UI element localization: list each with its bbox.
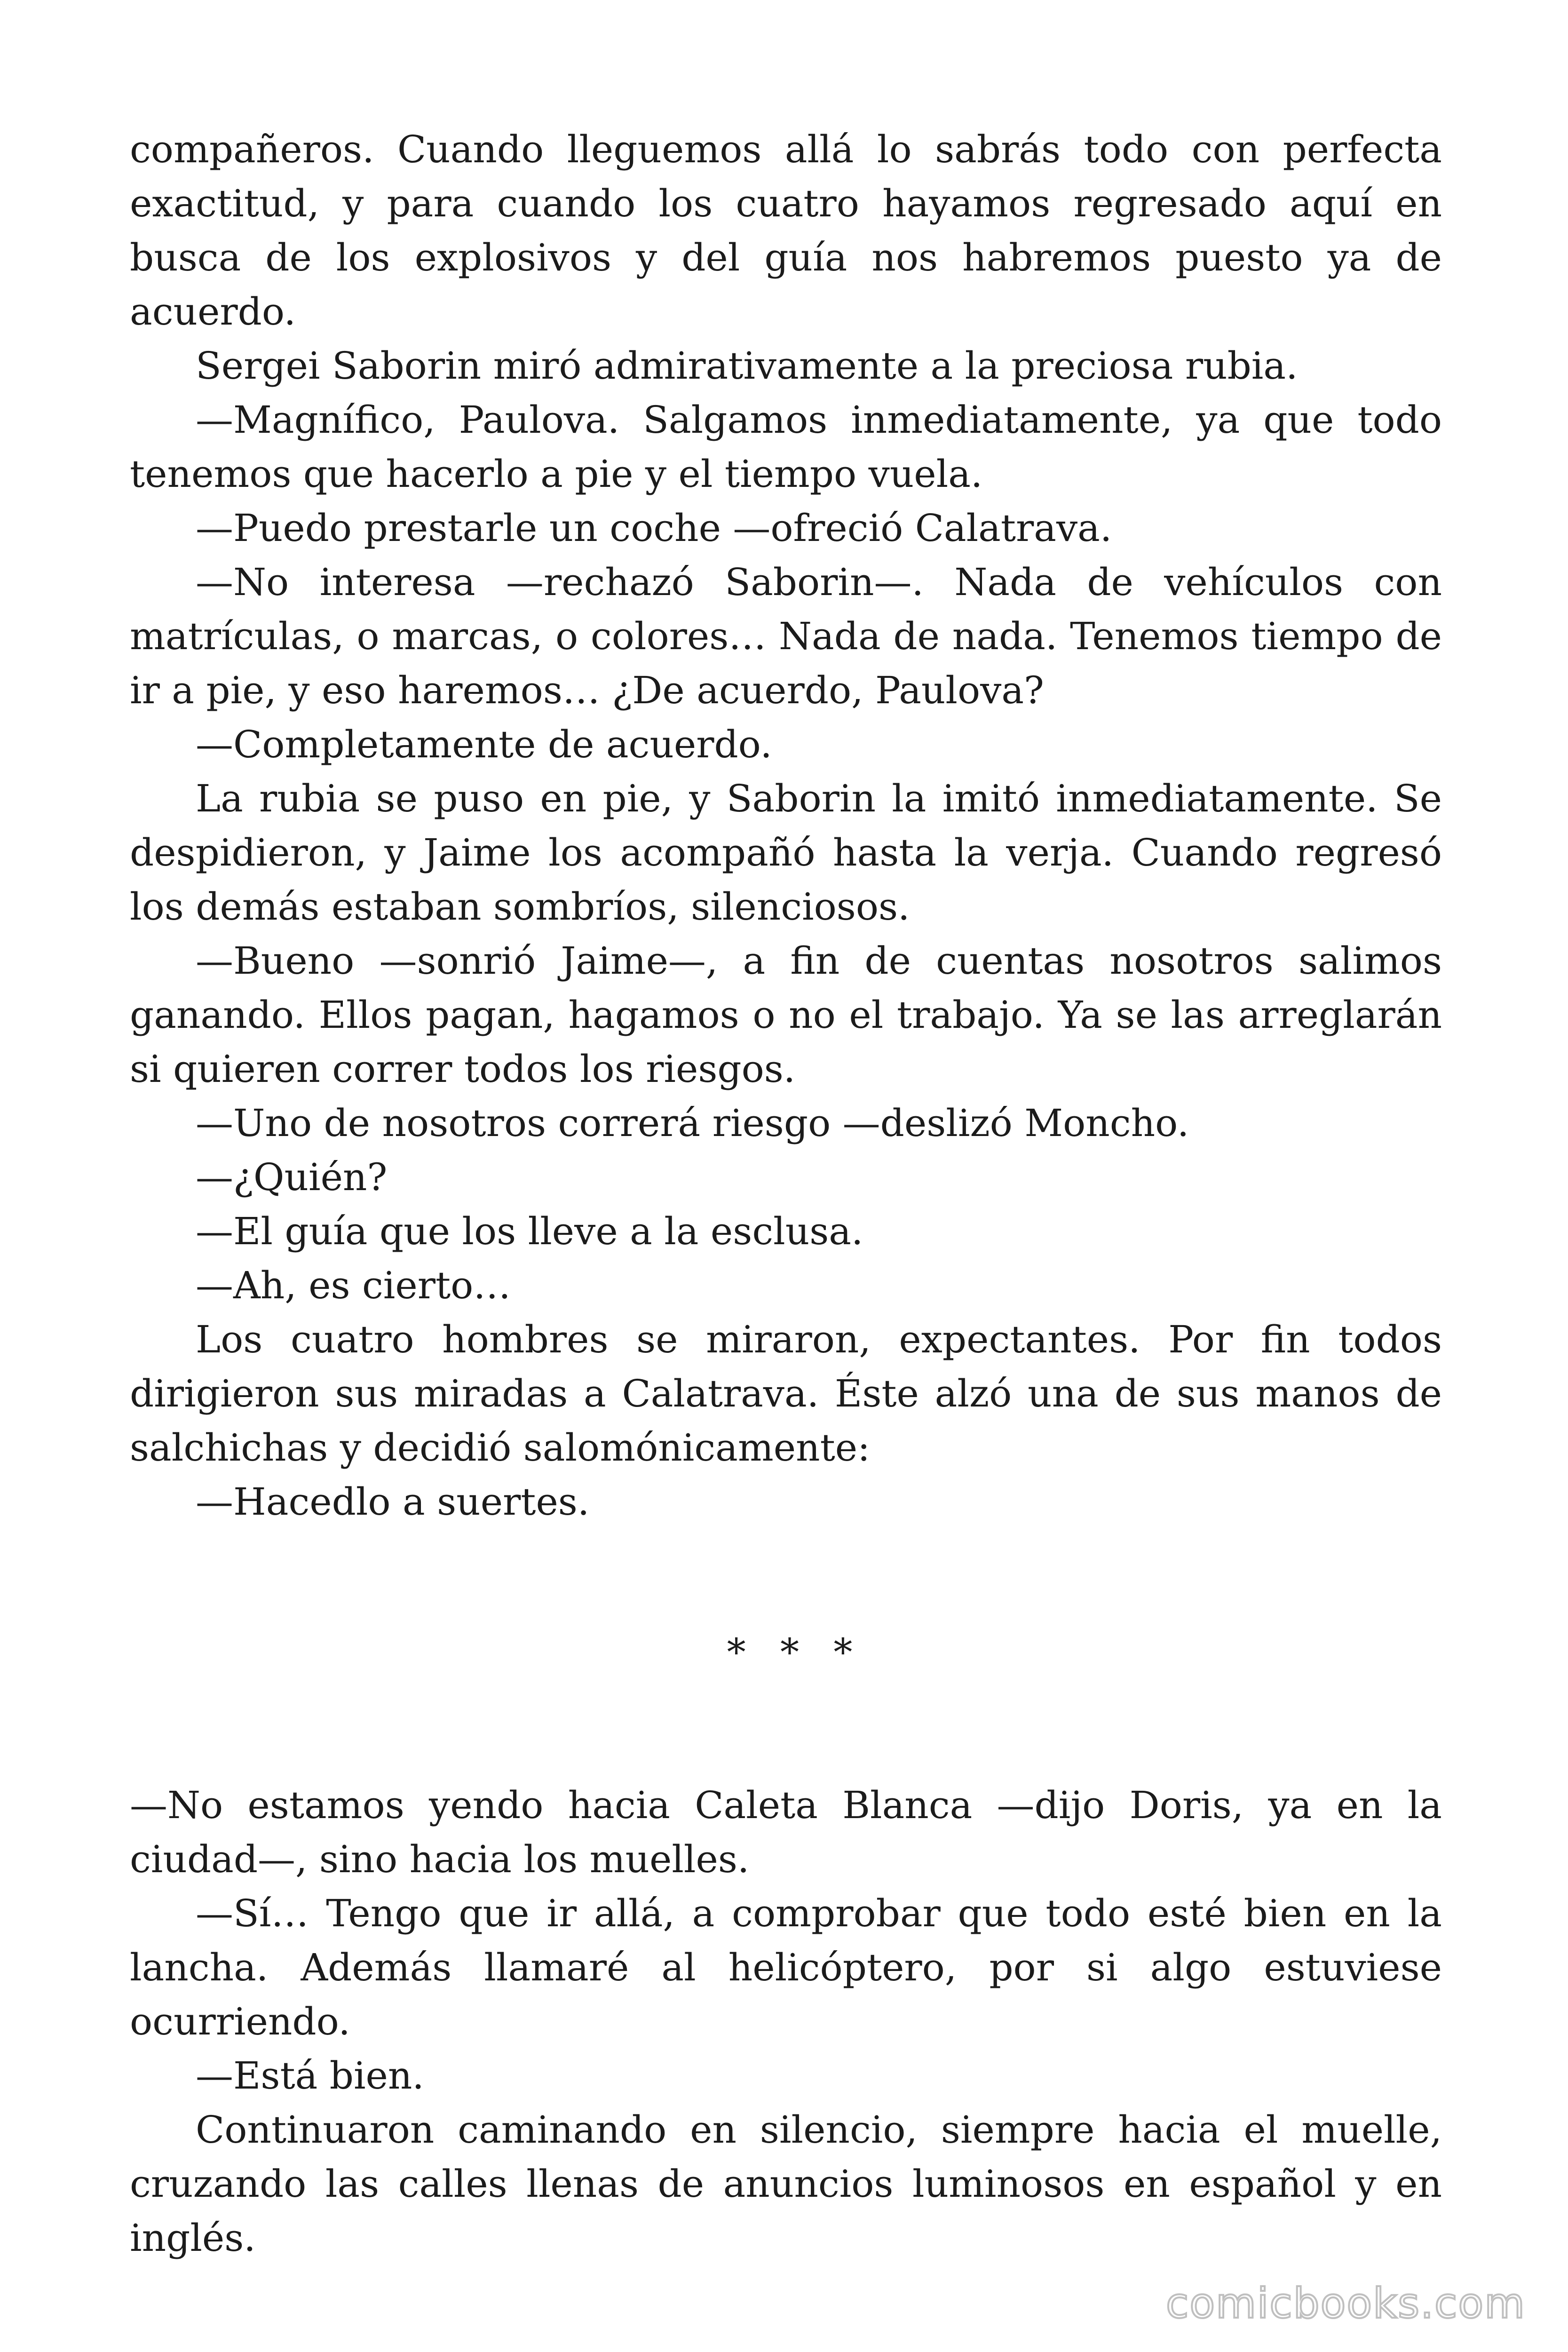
paragraph: —Está bien. xyxy=(196,2054,424,2098)
paragraph: —Completamente de acuerdo. xyxy=(196,723,772,766)
paragraph: —No estamos yendo hacia Caleta Blanca —dijo Doris, ya en la ciudad—, sino hacia los muelles. xyxy=(130,1783,1442,1881)
paragraph: —Bueno —sonrió Jaime—, a fin de cuentas nosotros salimos ganando. Ellos pagan, hagamos o no el trabajo. Ya se las arreglarán si quieren correr todos los riesgos. xyxy=(130,939,1442,1091)
paragraph: Los cuatro hombres se miraron, expectantes. Por fin todos dirigieron sus miradas a Calatrava. Éste alzó una de sus manos de salchichas y decidió salomónicamente: xyxy=(130,1318,1442,1470)
paragraph: —Hacedlo a suertes. xyxy=(196,1480,590,1524)
text-section-1 xyxy=(130,122,1442,1529)
paragraph: —Ah, es cierto… xyxy=(196,1263,511,1307)
paragraph: —Uno de nosotros correrá riesgo —deslizó Moncho. xyxy=(196,1101,1189,1145)
paragraph: La rubia se puso en pie, y Saborin la imitó inmediatamente. Se despidieron, y Jaime los acompañó hasta la verja. Cuando regresó los demás estaban sombríos, silenciosos. xyxy=(130,777,1442,929)
paragraph: —El guía que los lleve a la esclusa. xyxy=(196,1209,863,1253)
watermark-logo: comicbooks.com xyxy=(1165,2279,1526,2328)
paragraph: —Magnífico, Paulova. Salgamos inmediatamente, ya que todo tenemos que hacerlo a pie y el tiempo vuela. xyxy=(130,398,1442,496)
paragraph: Sergei Saborin miró admirativamente a la preciosa rubia. xyxy=(196,344,1298,388)
paragraph: —Puedo prestarle un coche —ofreció Calatrava. xyxy=(196,506,1112,550)
paragraph: —¿Quién? xyxy=(196,1155,388,1199)
paragraph: —No interesa —rechazó Saborin—. Nada de vehículos con matrículas, o marcas, o colores… Nada de nada. Tenemos tiempo de ir a pie, y eso haremos… ¿De acuerdo, Paulova? xyxy=(130,560,1442,712)
paragraph: Continuaron caminando en silencio, siempre hacia el muelle, cruzando las calles llenas de anuncios luminosos en español y en inglés. xyxy=(130,2108,1442,2260)
text-section-2 xyxy=(130,1778,1442,2265)
scene-separator: * * * xyxy=(727,1630,864,1674)
book-page xyxy=(130,122,1442,2265)
paragraph: compañeros. Cuando lleguemos allá lo sabrás todo con perfecta exactitud, y para cuando los cuatro hayamos regresado aquí en busca de los explosivos y del guía nos habremos puesto ya de acuerdo. xyxy=(130,127,1442,334)
paragraph: —Sí… Tengo que ir allá, a comprobar que todo esté bien en la lancha. Además llamaré al helicóptero, por si algo estuviese ocurriendo. xyxy=(130,1891,1442,2043)
